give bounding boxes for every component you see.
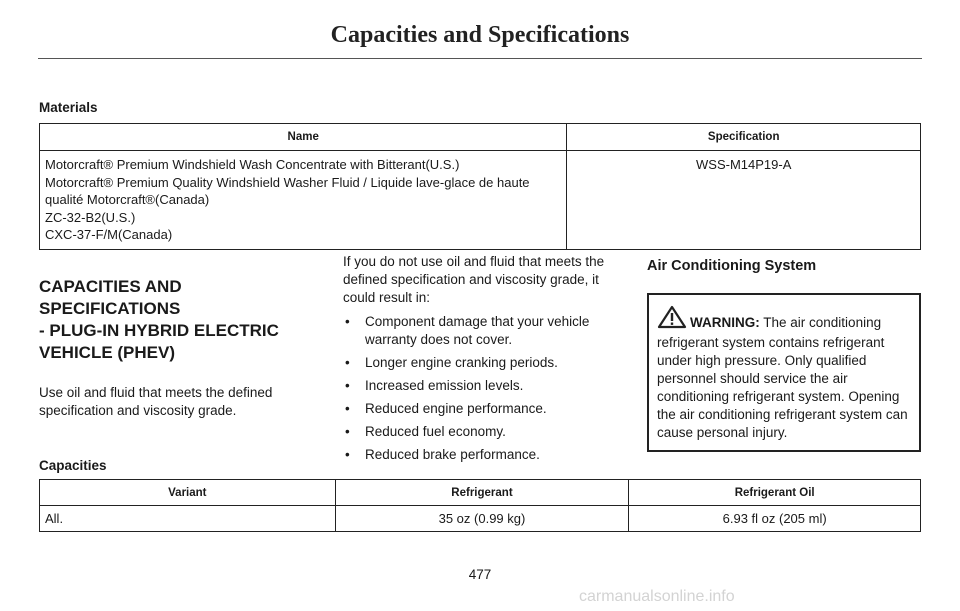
column-header-variant: Variant (40, 480, 336, 506)
material-name-line: CXC-37-F/M(Canada) (45, 227, 173, 242)
material-name-line: Motorcraft® Premium Quality Windshield Washer Fluid / Liquide lave-glace de haute (45, 174, 530, 190)
list-item: • Component damage that your vehicle warranty does not cover. (343, 313, 623, 349)
warning-triangle-icon (657, 305, 687, 334)
warning-box (647, 293, 921, 452)
materials-table (39, 123, 921, 250)
air-conditioning-heading: Air Conditioning System (647, 258, 817, 274)
heading-line: - PLUG-IN HYBRID ELECTRIC (39, 321, 279, 340)
refrigerant-oil-cell: 6.93 fl oz (205 ml) (629, 506, 921, 532)
table-row (40, 506, 921, 532)
table-header-row (40, 124, 921, 151)
header-divider (38, 58, 922, 59)
column-header-specification: Specification (567, 124, 921, 151)
air-conditioning-column (647, 258, 921, 452)
phev-intro-paragraph: Use oil and fluid that meets the defined specification and viscosity grade. (39, 385, 273, 418)
material-specification-cell: WSS-M14P19-A (567, 151, 921, 250)
column-header-name: Name (40, 124, 567, 151)
phev-section-column (39, 276, 319, 420)
list-item: • Increased emission levels. (343, 377, 623, 395)
capacities-label: Capacities (39, 458, 107, 473)
material-name-line: qualité Motorcraft®(Canada) (45, 192, 210, 207)
list-item: • Reduced engine performance. (343, 400, 623, 418)
warning-text: The air conditioning refrigerant system contains refrigerant under high pressure. Only qualified personnel should service the air conditioning refrigerant system. Opening the air conditioning refrigerant system can cause personal injury. (657, 315, 908, 440)
material-name-line: ZC-32-B2(U.S.) (45, 209, 136, 225)
consequences-intro: If you do not use oil and fluid that meets the defined specification and viscosity grade, it could result in: (343, 254, 605, 305)
list-item: • Reduced fuel economy. (343, 423, 623, 441)
table-header-row (40, 480, 921, 506)
phev-section-heading (39, 276, 319, 364)
material-name-cell (40, 151, 567, 250)
warning-label: WARNING: (690, 315, 760, 330)
watermark: carmanualsonline.info (579, 588, 735, 605)
column-header-refrigerant-oil: Refrigerant Oil (629, 480, 921, 506)
table-row (40, 151, 921, 250)
heading-line: VEHICLE (PHEV) (39, 343, 176, 362)
page-title: Capacities and Specifications (330, 22, 630, 48)
material-name-line: Motorcraft® Premium Windshield Wash Concentrate with Bitterant(U.S.) (45, 157, 460, 172)
page-number: 477 (468, 567, 492, 582)
materials-label: Materials (39, 100, 98, 115)
list-item: • Reduced brake performance. (343, 446, 623, 464)
consequences-list (343, 313, 623, 464)
refrigerant-cell: 35 oz (0.99 kg) (335, 506, 629, 532)
heading-line: CAPACITIES AND SPECIFICATIONS (39, 277, 182, 318)
variant-cell: All. (40, 506, 336, 532)
column-header-refrigerant: Refrigerant (335, 480, 629, 506)
consequences-column (343, 253, 623, 469)
capacities-table (39, 479, 921, 532)
list-item: • Longer engine cranking periods. (343, 354, 623, 372)
